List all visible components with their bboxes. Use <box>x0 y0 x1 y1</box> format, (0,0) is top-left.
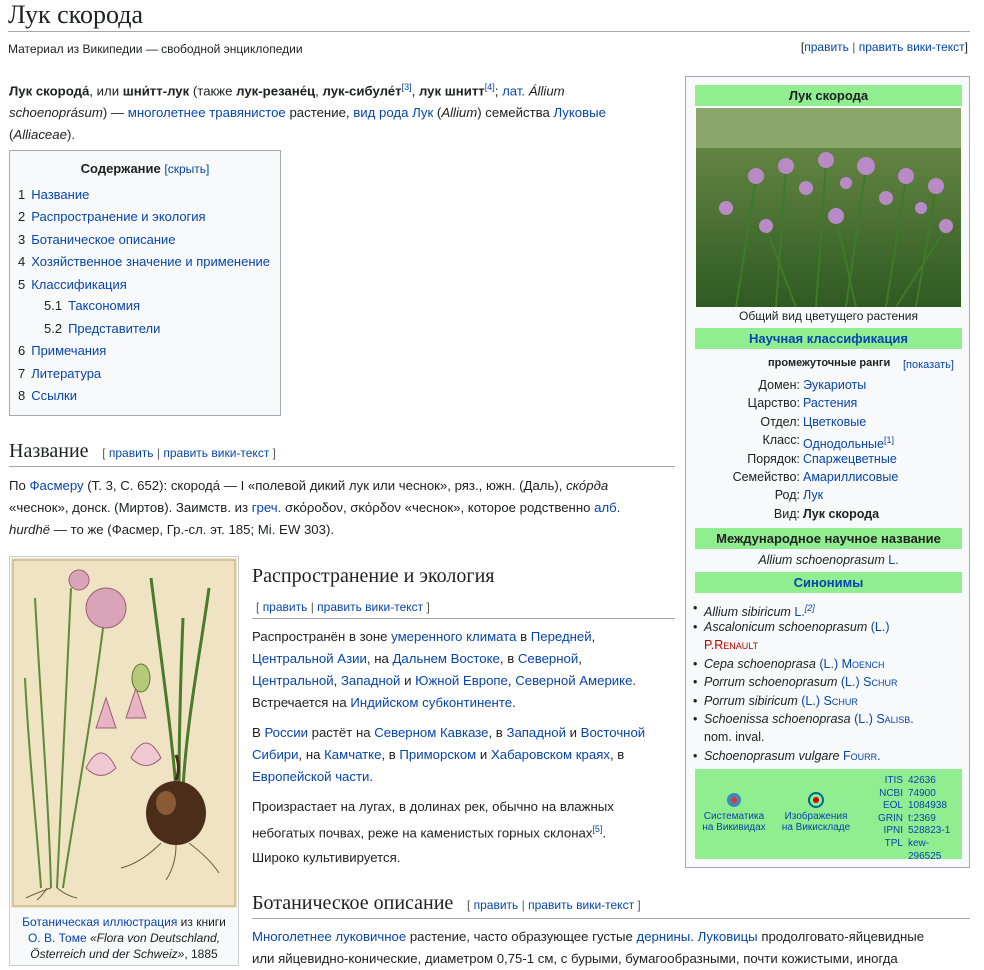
ref-5[interactable]: [5] <box>592 824 603 834</box>
toc-hide-link[interactable]: [скрыть] <box>164 162 210 176</box>
link[interactable]: России <box>264 725 308 740</box>
link[interactable]: Приморском <box>399 747 477 762</box>
edit-wikitext-link[interactable]: править вики-текст <box>858 40 965 54</box>
author-link[interactable]: Moench <box>841 657 885 671</box>
intl-name: Allium schoenoprasum L. <box>758 553 899 567</box>
botanical-illustration-box <box>9 556 239 966</box>
botanical-illustration[interactable] <box>11 558 237 908</box>
section-edit-link[interactable]: править <box>473 898 519 912</box>
lead-paragraph: Лук скорода́, или шни́тт-лук (также лук-резане́ц, лук-сибуле́т[3], лук шнитт[4]; лат. Állium schoenoprásum) — многолетнее травянистое растение, вид рода Лук (Allium) семейства Луковые (Alliaceae). <box>9 82 606 143</box>
link[interactable]: Западной <box>506 725 566 740</box>
section-edit-wikitext-link[interactable]: править вики-текст <box>317 600 424 614</box>
author-link[interactable]: Schur <box>863 675 898 689</box>
link[interactable]: Западной <box>340 673 401 688</box>
page-edit-links: [править | править вики-текст] <box>800 40 968 54</box>
toc-item[interactable]: 6 Примечания <box>18 343 107 358</box>
thome-link[interactable]: О. В. Томе <box>27 931 87 945</box>
taxon-link[interactable]: Однодольные <box>803 437 884 452</box>
synonyms-link[interactable]: Синонимы <box>793 575 864 590</box>
perennial-link[interactable]: многолетнее травянистое <box>127 105 286 121</box>
taxon-link[interactable]: Спаржецветные <box>803 452 897 466</box>
section-heading-distribution: Распространение и экология <box>252 565 495 587</box>
ipni-link[interactable]: 528823-1 <box>908 825 951 837</box>
latin-link[interactable]: лат. <box>502 83 526 99</box>
taxobox: Лук скорода Общий вид цветущего растения Научная классификация промежуточные ранги [показать] Домен: Эукариоты Царство: Растения Отдел: Цветковые Класс: Однодольные[1] Порядок: Спаржецветные Семейство: Амариллисовые Род: Лук Вид: Лук скорода Международное научное название Allium schoenoprasum L. Синонимы • Allium sibiricum L.[2] • Ascalonicum schoenoprasum (L.) P.Renault • Cepa schoenoprasa (L.) Moench • Porrum schoenoprasum (L.) Schur • Porrum sibiricum (L.) Schur • Schoenissa schoenoprasa (L.) Salisb. nom. inval. • Schoenoprasum vulgare Fourr. Систематика на Викивидах Изображения на Викискладе ITIS NCBI EOL GRIN IPNI TPL 42636 74900 1084938 t:2369 528823-1 kew-296525 <box>685 76 970 868</box>
allium-link[interactable]: Лук <box>412 105 434 121</box>
author-link[interactable]: Fourr. <box>842 749 881 763</box>
ranks-label: промежуточные ранги <box>768 357 891 369</box>
author-link[interactable]: Salisb. <box>876 712 914 726</box>
sci-class-header <box>695 328 962 349</box>
toc-item[interactable]: 2 Распространение и экология <box>18 209 206 224</box>
section-edit-link[interactable]: править <box>262 600 308 614</box>
link[interactable]: Дальнем Востоке <box>392 651 500 666</box>
link[interactable]: Европейской части <box>252 769 370 784</box>
taxon-ids-box <box>695 769 962 862</box>
toc-header: Содержание [скрыть] <box>80 161 210 176</box>
synonym-item: • Ascalonicum schoenoprasum (L.) P.Renault <box>704 618 954 654</box>
link[interactable]: Передней <box>530 629 592 644</box>
link[interactable]: дернины <box>636 929 691 944</box>
section-divider <box>252 618 675 619</box>
link[interactable]: Северной <box>517 651 579 666</box>
taxobox-title: Лук скорода <box>695 85 962 106</box>
ref-3[interactable]: [3] <box>401 82 412 92</box>
distribution-paragraph-3: Произрастает на лугах, в долинах рек, обычно на влажных небогатых почвах, реже на каменистых горных склонах[5]. <box>252 799 614 841</box>
taxon-link[interactable]: Амариллисовые <box>803 470 899 484</box>
edit-link[interactable]: править <box>804 40 849 54</box>
page-title: Лук скорода <box>8 0 143 29</box>
wikispecies-icon <box>725 791 743 809</box>
distribution-paragraph-2: В России растёт на Северном Кавказе, в Западной и Восточной Сибири, на Камчатке, в Приморском и Хабаровском краях, в Европейской части. <box>252 725 646 784</box>
temperate-link[interactable]: умеренного климата <box>391 629 517 644</box>
distribution-paragraph-4: Широко культивируется. <box>252 850 401 865</box>
link[interactable]: Центральной Азии <box>252 651 367 666</box>
taxon-link[interactable]: Лук <box>803 488 824 502</box>
genus-link[interactable]: рода <box>379 105 409 121</box>
taxon-link[interactable]: Цветковые <box>803 415 867 429</box>
author-link[interactable]: L. <box>794 605 805 620</box>
author-link[interactable]: (L.) <box>840 675 860 689</box>
itis-link[interactable]: 42636 <box>908 775 936 786</box>
ncbi-link[interactable]: 74900 <box>908 787 936 799</box>
toc-item[interactable]: 1 Название <box>18 187 90 202</box>
synonyms-header <box>695 572 962 593</box>
toc-item[interactable]: 7 Литература <box>18 366 102 381</box>
taxon-id-keys: ITIS NCBI EOL GRIN IPNI TPL <box>878 775 903 849</box>
link[interactable]: Луковицы <box>697 929 758 944</box>
section-edit-wikitext-link[interactable]: править вики-текст <box>163 446 270 460</box>
name-paragraph: По Фасмеру (Т. 3, С. 652): скорода́ — I «полевой дикий лук или чеснок», ряз., южн. (Даль), ско́рда «чеснок», донск. (Миртов). Заимств. из греч. σκόρoδον, σκόρδον «чеснок», которое родственно алб. hurdhë — то же (Фасмер, Гр.-сл. эт. 185; Mi. EW 303). <box>9 478 621 537</box>
synonym-item: • Allium sibiricum L.[2] <box>704 599 954 621</box>
link[interactable]: Индийском субконтиненте <box>350 695 513 710</box>
ref-1[interactable]: [1] <box>883 435 894 445</box>
synonym-item: • Schoenissa schoenoprasa (L.) Salisb. nom. inval. <box>704 710 954 746</box>
toc-item[interactable]: 5.1 Таксономия <box>44 298 141 313</box>
tpl-link[interactable]: kew-296525 <box>908 837 942 862</box>
page-subtitle: Материал из Википедии — свободной энциклопедии <box>8 42 303 56</box>
sci-class-link[interactable]: Научная классификация <box>749 331 908 346</box>
taxon-link[interactable]: Эукариоты <box>803 378 867 392</box>
photo-caption: Общий вид цветущего растения <box>739 309 918 323</box>
commons-link[interactable]: Изображения на Викискладе <box>775 791 857 833</box>
toc-item[interactable]: 5 Классификация <box>18 277 127 292</box>
chives-photo[interactable] <box>696 108 961 307</box>
wikispecies-link[interactable]: Систематика на Викивидах <box>699 791 769 833</box>
link[interactable]: Сибири <box>252 747 299 762</box>
ref-2[interactable]: [2] <box>804 603 815 613</box>
synonym-item: • Porrum schoenoprasum (L.) Schur <box>704 673 954 691</box>
link[interactable]: Центральной <box>252 673 334 688</box>
ref-4[interactable]: [4] <box>484 82 495 92</box>
taxon-link[interactable]: Растения <box>803 396 858 410</box>
botanical-illustration-link[interactable]: Ботаническая иллюстрация <box>22 915 178 929</box>
linnaeus-link[interactable]: L. <box>888 553 899 567</box>
synonym-item: • Schoenoprasum vulgare Fourr. <box>704 747 954 765</box>
section-edit-wikitext-link[interactable]: править вики-текст <box>528 898 635 912</box>
author-link[interactable]: (L.) <box>801 694 820 708</box>
eol-link[interactable]: 1084938 <box>908 800 947 812</box>
fasmer-link[interactable]: Фасмеру <box>29 478 84 493</box>
alliaceae-link[interactable]: Луковые <box>553 105 606 121</box>
illustration-caption: Ботаническая иллюстрация из книги О. В. Томе «Flora von Deutschland, Österreich und der Schweiz», 1885 <box>22 915 226 961</box>
show-ranks-link[interactable]: [показать] <box>903 359 954 371</box>
link[interactable]: Северной Америке <box>515 673 633 688</box>
intl-name-header: Международное научное название <box>695 528 962 549</box>
section-heading-name: Название [ править | править вики-текст ] <box>9 440 276 462</box>
toc-item[interactable]: 4 Хозяйственное значение и применение <box>18 254 271 269</box>
author-link[interactable]: (L.) <box>870 620 890 634</box>
title-divider <box>8 31 970 32</box>
author-link[interactable]: (L.) <box>819 657 839 671</box>
link[interactable]: Южной Европе <box>415 673 508 688</box>
synonym-item: • Cepa schoenoprasa (L.) Moench <box>704 655 954 673</box>
botanical-paragraph: Многолетнее луковичное растение, часто образующее густые дернины. Луковицы продолговато-яйцевидные или яйцевидно-конические, диаметром 0,75-1 см, с бурыми, бумагообразными, почти кожистыми, иногда <box>252 929 925 966</box>
author-link[interactable]: Schur <box>823 694 858 708</box>
species-link[interactable]: вид <box>353 105 376 121</box>
toc-item[interactable]: 3 Ботаническое описание <box>18 232 176 247</box>
grin-link[interactable]: t:2369 <box>908 812 936 824</box>
toc-item[interactable]: 8 Ссылки <box>18 388 78 403</box>
taxon-id-values <box>908 775 962 863</box>
toc-item[interactable]: 5.2 Представители <box>44 321 161 336</box>
link[interactable]: Северном Кавказе <box>374 725 489 740</box>
link[interactable]: Многолетнее луковичное <box>252 929 407 944</box>
link[interactable]: Хабаровском краях <box>490 747 610 762</box>
table-of-contents <box>9 150 281 416</box>
synonym-item: • Porrum sibiricum (L.) Schur <box>704 692 954 710</box>
link[interactable]: Восточной <box>580 725 646 740</box>
author-link[interactable]: (L.) <box>854 712 873 726</box>
distribution-paragraph-1: Распространён в зоне умеренного климата в Передней, Центральной Азии, на Дальнем Востоке, в Северной, Центральной, Западной и Южной Европе, Северной Америке. Встречается на Индийском субконтиненте. <box>252 629 637 710</box>
author-redlink[interactable]: P.Renault <box>704 638 759 652</box>
section-heading-botanical: Ботаническое описание [ править | править вики-текст ] <box>252 892 641 914</box>
commons-icon <box>807 791 825 809</box>
section-divider <box>252 918 970 919</box>
link[interactable]: Камчатке <box>324 747 382 762</box>
albanian-link[interactable]: алб. <box>594 500 621 515</box>
greek-link[interactable]: греч. <box>251 500 282 515</box>
section-divider <box>9 466 675 467</box>
section-edit-link[interactable]: править <box>108 446 154 460</box>
